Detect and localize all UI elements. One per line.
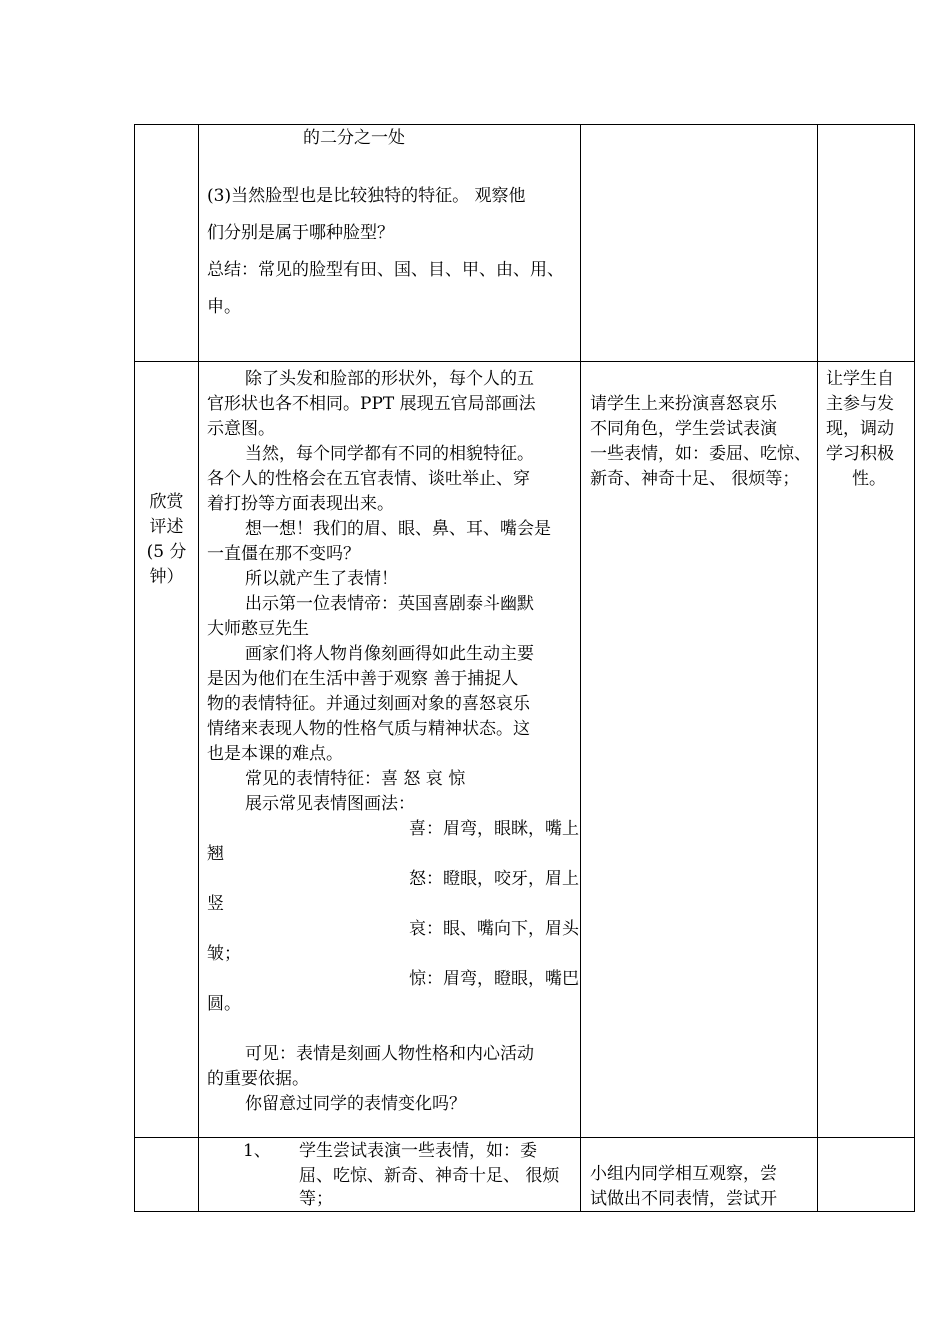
content-line: 物的表情特征。并通过刻画对象的喜怒哀乐 — [207, 694, 530, 714]
content-line: 所以就产生了表情！ — [245, 569, 398, 589]
intent-line: 主参与发 — [826, 394, 894, 414]
intent-line: 让学生自 — [826, 369, 894, 389]
content-line: 一直僵在那不变吗？ — [207, 544, 360, 564]
content-line: 着打扮等方面表现出来。 — [207, 494, 394, 514]
stage-label-line: 评述 — [149, 517, 184, 537]
row2-content-cell — [207, 367, 579, 1117]
content-line: 怒：瞪眼，咬牙，眉上 — [409, 869, 579, 889]
row3-student-cell — [590, 1162, 816, 1212]
row3-line: 屈、吃惊、新奇、神奇十足、 很烦 — [299, 1166, 560, 1186]
content-line: 画家们将人物肖像刻画得如此生动主要 — [245, 644, 534, 664]
table-border-top — [134, 124, 915, 125]
content-line: 的重要依据。 — [207, 1069, 309, 1089]
row1-line: 总结：常见的脸型有田、国、目、甲、由、用、 — [207, 260, 564, 280]
content-line: 哀：眼、嘴向下，眉头 — [409, 919, 579, 939]
stage-label-line: 欣赏 — [149, 492, 184, 512]
row-divider-2 — [134, 1137, 915, 1138]
row3-line: 等； — [299, 1189, 333, 1209]
row-divider-1 — [134, 361, 915, 362]
row1-line: 们分别是属于哪种脸型？ — [207, 223, 394, 243]
row3-student-line: 试做出不同表情，尝试开 — [590, 1189, 777, 1209]
list-number: 1、 — [243, 1141, 271, 1161]
stage-label-line: 钟） — [149, 567, 184, 587]
row3-line: 学生尝试表演一些表情，如：委 — [299, 1141, 537, 1161]
column-divider-2 — [580, 124, 581, 1212]
content-line: 你留意过同学的表情变化吗？ — [245, 1094, 466, 1114]
intent-line: 现，调动 — [826, 419, 894, 439]
content-line: 各个人的性格会在五官表情、谈吐举止、穿 — [207, 469, 530, 489]
column-divider-1 — [198, 124, 199, 1212]
content-line: 除了头发和脸部的形状外，每个人的五 — [245, 369, 534, 389]
stage-label-line: (5 分 — [146, 542, 187, 562]
row2-stage-cell — [135, 490, 198, 590]
table-border-right — [914, 124, 915, 1212]
content-line: 喜：眉弯，眼眯，嘴上 — [409, 819, 579, 839]
content-line: 想一想！我们的眉、眼、鼻、耳、嘴会是 — [245, 519, 551, 539]
intent-line: 性。 — [852, 469, 886, 489]
student-line: 一些表情，如：委屈、吃惊、 — [590, 444, 811, 464]
content-line: 当然，每个同学都有不同的相貌特征。 — [245, 444, 534, 464]
row1-line: 的二分之一处 — [303, 128, 405, 148]
row1-line: 申。 — [207, 297, 241, 317]
content-line: 翘 — [207, 844, 224, 864]
content-line: 皱； — [207, 944, 241, 964]
student-line: 新奇、神奇十足、 很烦等； — [590, 469, 800, 489]
content-line: 是因为他们在生活中善于观察 善于捕捉人 — [207, 669, 519, 689]
content-line: 可见：表情是刻画人物性格和内心活动 — [245, 1044, 534, 1064]
row2-student-cell — [590, 392, 816, 492]
content-line: 竖 — [207, 894, 224, 914]
intent-line: 学习积极 — [826, 444, 894, 464]
content-line: 示意图。 — [207, 419, 275, 439]
student-line: 请学生上来扮演喜怒哀乐 — [590, 394, 777, 414]
content-line: 常见的表情特征：喜 怒 哀 惊 — [245, 769, 466, 789]
content-line: 情绪来表现人物的性格气质与精神状态。这 — [207, 719, 530, 739]
column-divider-3 — [817, 124, 818, 1212]
content-line: 大师憨豆先生 — [207, 619, 309, 639]
content-line: 惊：眉弯，瞪眼，嘴巴 — [409, 969, 579, 989]
content-line: 官形状也各不相同。PPT 展现五官局部画法 — [207, 394, 536, 414]
student-line: 不同角色，学生尝试表演 — [590, 419, 777, 439]
row3-student-line: 小组内同学相互观察，尝 — [590, 1164, 777, 1184]
content-line: 出示第一位表情帝：英国喜剧泰斗幽默 — [245, 594, 534, 614]
row2-intent-cell — [826, 367, 914, 492]
row3-content-cell — [207, 1139, 579, 1211]
row1-line: (3)当然脸型也是比较独特的特征。 观察他 — [207, 186, 526, 206]
content-line: 展示常见表情图画法： — [245, 794, 415, 814]
content-line: 圆。 — [207, 994, 241, 1014]
table-border-left — [134, 124, 135, 1212]
content-line: 也是本课的难点。 — [207, 744, 343, 764]
